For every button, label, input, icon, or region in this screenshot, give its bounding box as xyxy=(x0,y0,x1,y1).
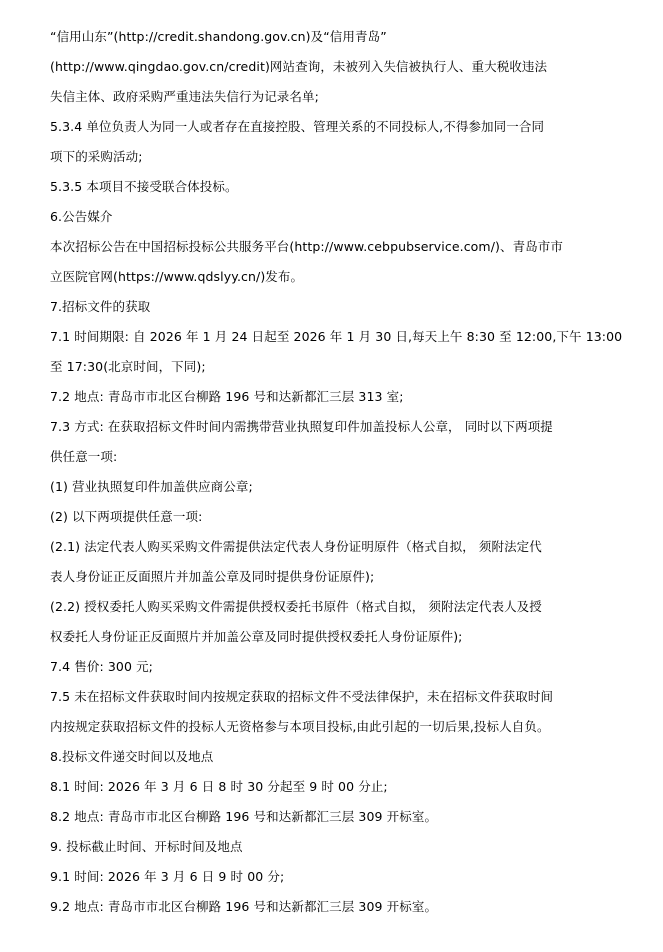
list-item: (2.2) 授权委托人购买采购文件需提供授权委托书原件（格式自拟， 须附法定代表人及授 xyxy=(50,599,542,614)
text-line: 内按规定获取招标文件的投标人无资格参与本项目投标,由此引起的一切后果,投标人自负。 xyxy=(50,719,550,734)
text-line: 项下的采购活动; xyxy=(50,149,143,164)
section-heading-9: 9. 投标截止时间、开标时间及地点 xyxy=(50,839,243,854)
clause-8-1: 8.1 时间: 2026 年 3 月 6 日 8 时 30 分起至 9 时 00 分止; xyxy=(50,779,388,794)
section-heading-8: 8.投标文件递交时间以及地点 xyxy=(50,749,214,764)
text-line: 供任意一项: xyxy=(50,449,118,464)
text-line: 权委托人身份证正反面照片并加盖公章及同时提供授权委托人身份证原件); xyxy=(50,629,463,644)
text-line: 表人身份证正反面照片并加盖公章及同时提供身份证原件); xyxy=(50,569,375,584)
clause-5-3-4: 5.3.4 单位负责人为同一人或者存在直接控股、管理关系的不同投标人,不得参加同一合同 xyxy=(50,119,545,134)
clause-7-1: 7.1 时间期限: 自 2026 年 1 月 24 日起至 2026 年 1 月 30 日,每天上午 8:30 至 12:00,下午 13:00 xyxy=(50,329,623,344)
text-line: 失信主体、政府采购严重违法失信行为记录名单; xyxy=(50,89,319,104)
text-line: “信用山东”(http://credit.shandong.gov.cn)及“信用青岛” xyxy=(50,29,387,44)
text-line: (http://www.qingdao.gov.cn/credit)网站查询，未被列入失信被执行人、重大税收违法 xyxy=(50,59,548,74)
list-item: (2) 以下两项提供任意一项: xyxy=(50,509,203,524)
clause-5-3-5: 5.3.5 本项目不接受联合体投标。 xyxy=(50,179,238,194)
section-heading-7: 7.招标文件的获取 xyxy=(50,299,151,314)
clause-9-1: 9.1 时间: 2026 年 3 月 6 日 9 时 00 分; xyxy=(50,869,285,884)
clause-7-4: 7.4 售价: 300 元; xyxy=(50,659,153,674)
text-line: 本次招标公告在中国招标投标公共服务平台(http://www.cebpubservice.com/)、青岛市市 xyxy=(50,239,563,254)
clause-7-5: 7.5 未在招标文件获取时间内按规定获取的招标文件不受法律保护，未在招标文件获取时间 xyxy=(50,689,554,704)
text-line: 立医院官网(https://www.qdslyy.cn/)发布。 xyxy=(50,269,304,284)
text-line: 至 17:30(北京时间，下同); xyxy=(50,359,206,374)
list-item: (1) 营业执照复印件加盖供应商公章; xyxy=(50,479,253,494)
list-item: (2.1) 法定代表人购买采购文件需提供法定代表人身份证明原件（格式自拟， 须附法定代 xyxy=(50,539,542,554)
clause-9-2: 9.2 地点: 青岛市市北区台柳路 196 号和达新都汇三层 309 开标室。 xyxy=(50,899,438,914)
clause-7-2: 7.2 地点: 青岛市市北区台柳路 196 号和达新都汇三层 313 室; xyxy=(50,389,404,404)
clause-8-2: 8.2 地点: 青岛市市北区台柳路 196 号和达新都汇三层 309 开标室。 xyxy=(50,809,438,824)
section-heading-6: 6.公告媒介 xyxy=(50,209,113,224)
clause-7-3: 7.3 方式: 在获取招标文件时间内需携带营业执照复印件加盖投标人公章， 同时以下两项提 xyxy=(50,419,553,434)
